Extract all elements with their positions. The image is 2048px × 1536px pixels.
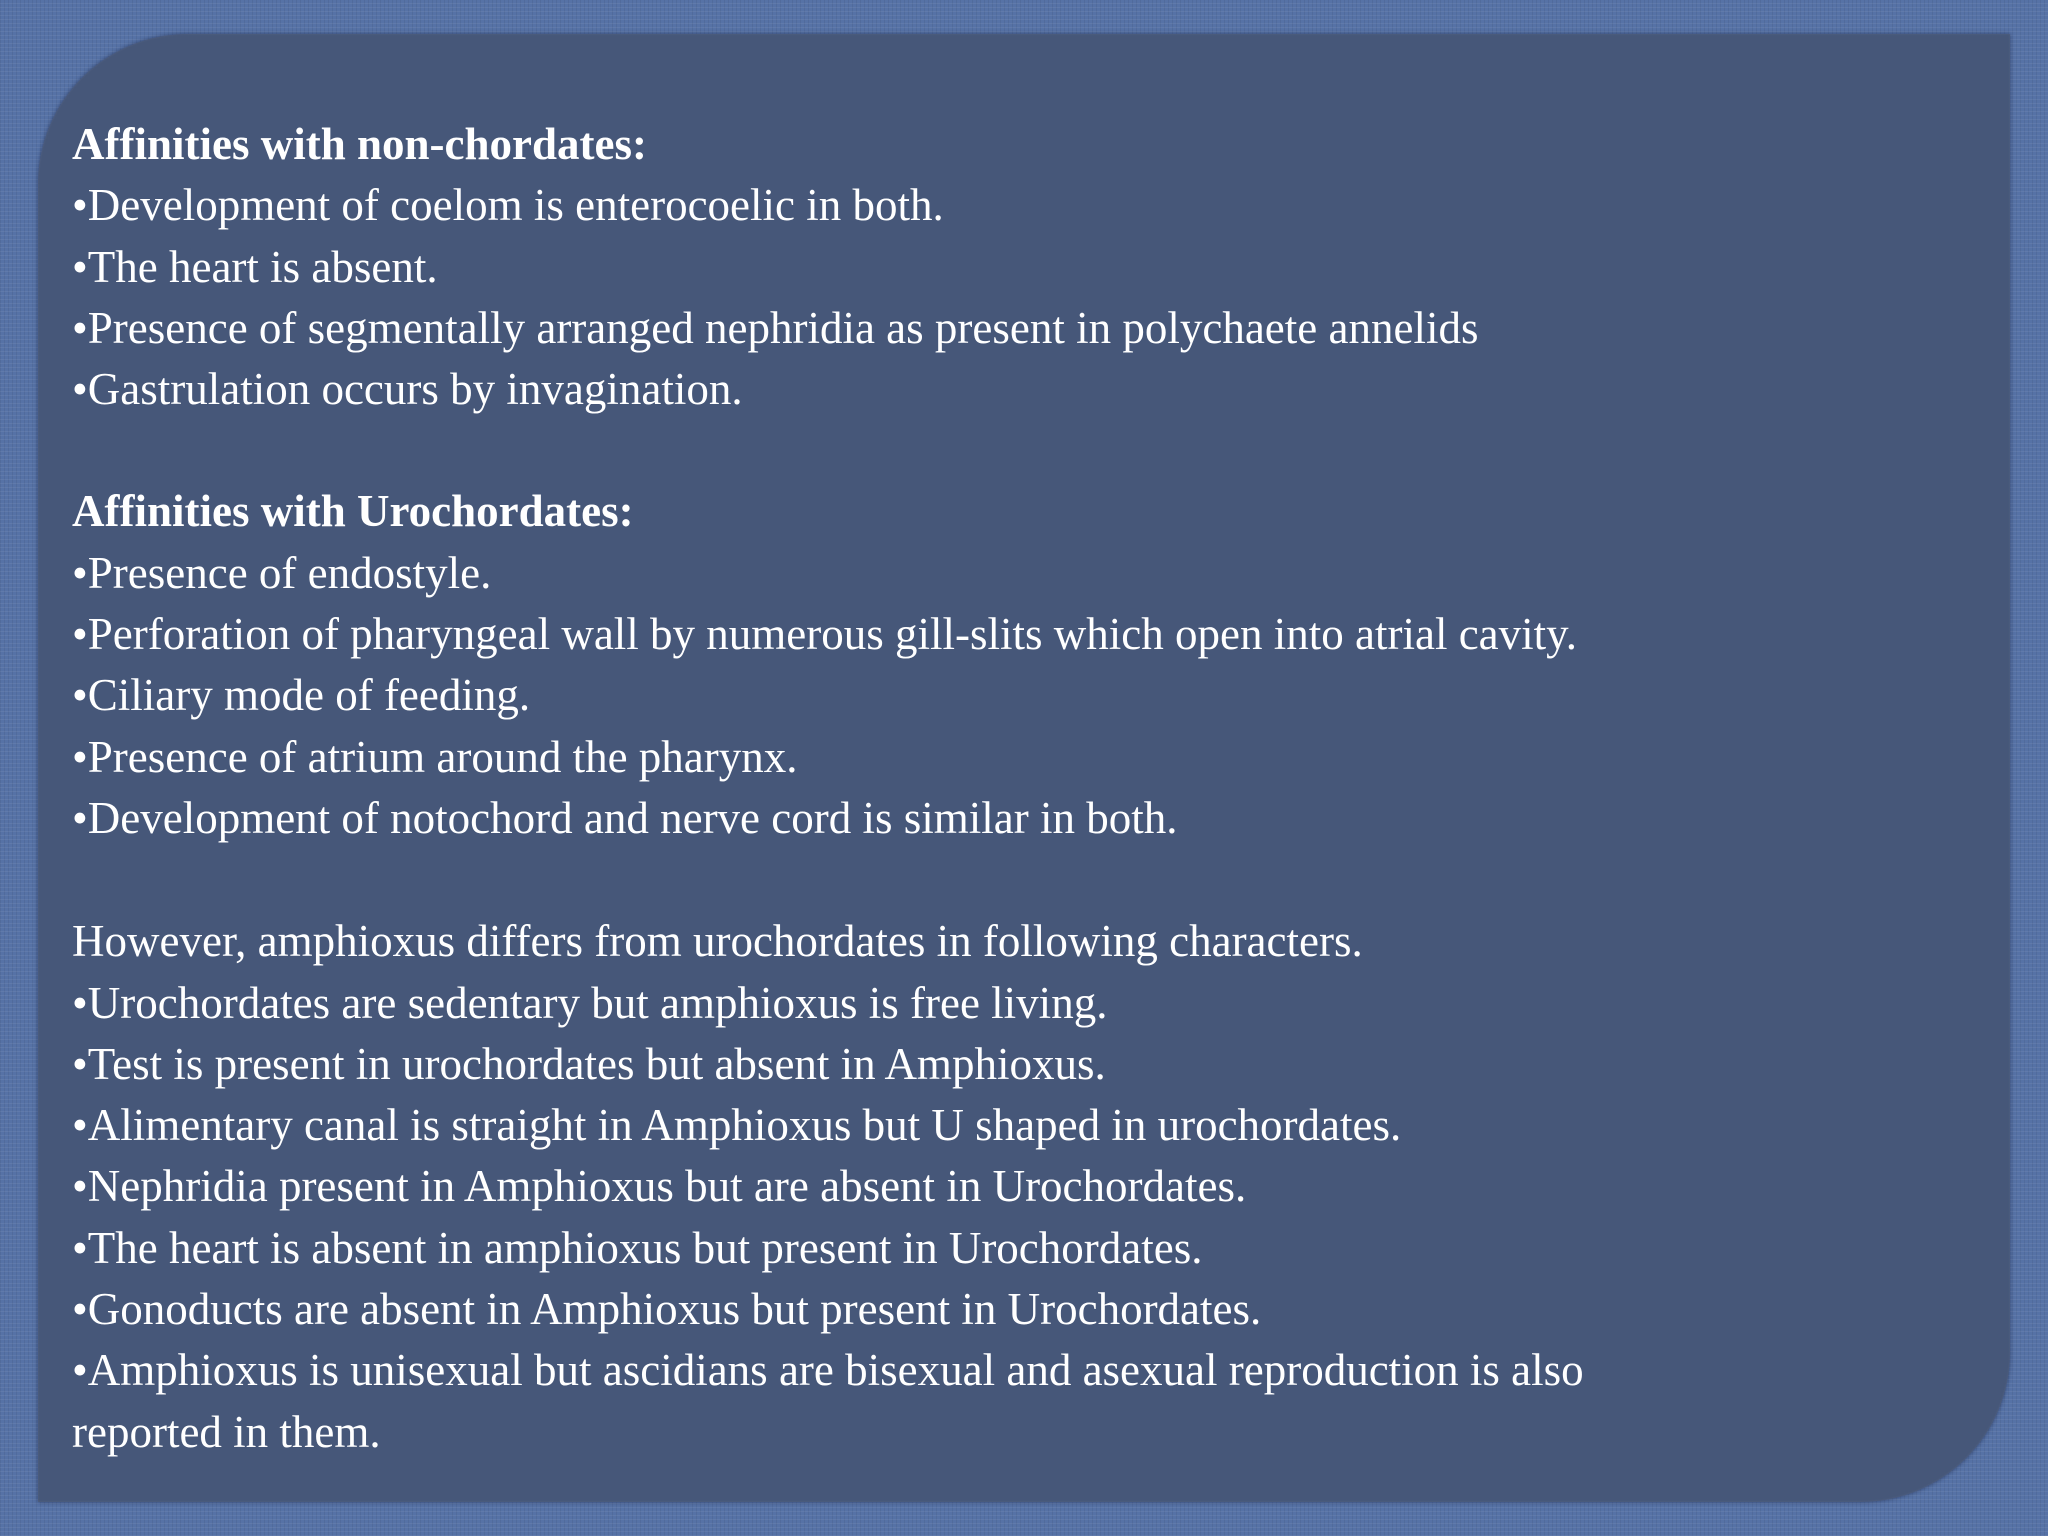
bullet-item: •Presence of endostyle. [72, 547, 492, 598]
bullet-item: •Test is present in urochordates but absent in Amphioxus. [72, 1038, 1106, 1089]
bullet-item: •Alimentary canal is straight in Amphioxus but U shaped in urochordates. [72, 1100, 1402, 1151]
bullet-item: •Urochordates are sedentary but amphioxus is free living. [72, 977, 1108, 1028]
bullet-item: •Development of notochord and nerve cord is similar in both. [72, 792, 1178, 843]
bullet-item: •Presence of segmentally arranged nephridia as present in polychaete annelids [72, 302, 1479, 353]
bullet-item: •The heart is absent. [72, 241, 438, 292]
bullet-item: •Amphioxus is unisexual but ascidians are bisexual and asexual reproduction is also [72, 1345, 1584, 1396]
bullet-item: •Ciliary mode of feeding. [72, 670, 531, 721]
bullet-item: •Development of coelom is enterocoelic in both. [72, 180, 944, 231]
bullet-item: •Gonoducts are absent in Amphioxus but present in Urochordates. [72, 1284, 1262, 1335]
slide-body-text [72, 114, 1952, 1463]
section-heading-non-chordates: Affinities with non-chordates: [72, 119, 647, 169]
paragraph-spacer [72, 420, 1952, 481]
differences-intro: However, amphioxus differs from urochordates in following characters. [72, 916, 1363, 967]
bullet-item: •The heart is absent in amphioxus but present in Urochordates. [72, 1222, 1203, 1273]
paragraph-spacer [72, 849, 1952, 911]
section-heading-urochordates: Affinities with Urochordates: [72, 486, 634, 537]
bullet-item: •Presence of atrium around the pharynx. [72, 731, 798, 782]
bullet-item: •Gastrulation occurs by invagination. [72, 364, 743, 415]
bullet-item-continuation: reported in them. [72, 1406, 381, 1457]
bullet-item: •Nephridia present in Amphioxus but are absent in Urochordates. [72, 1161, 1247, 1212]
bullet-item: •Perforation of pharyngeal wall by numerous gill-slits which open into atrial cavity. [72, 609, 1577, 660]
